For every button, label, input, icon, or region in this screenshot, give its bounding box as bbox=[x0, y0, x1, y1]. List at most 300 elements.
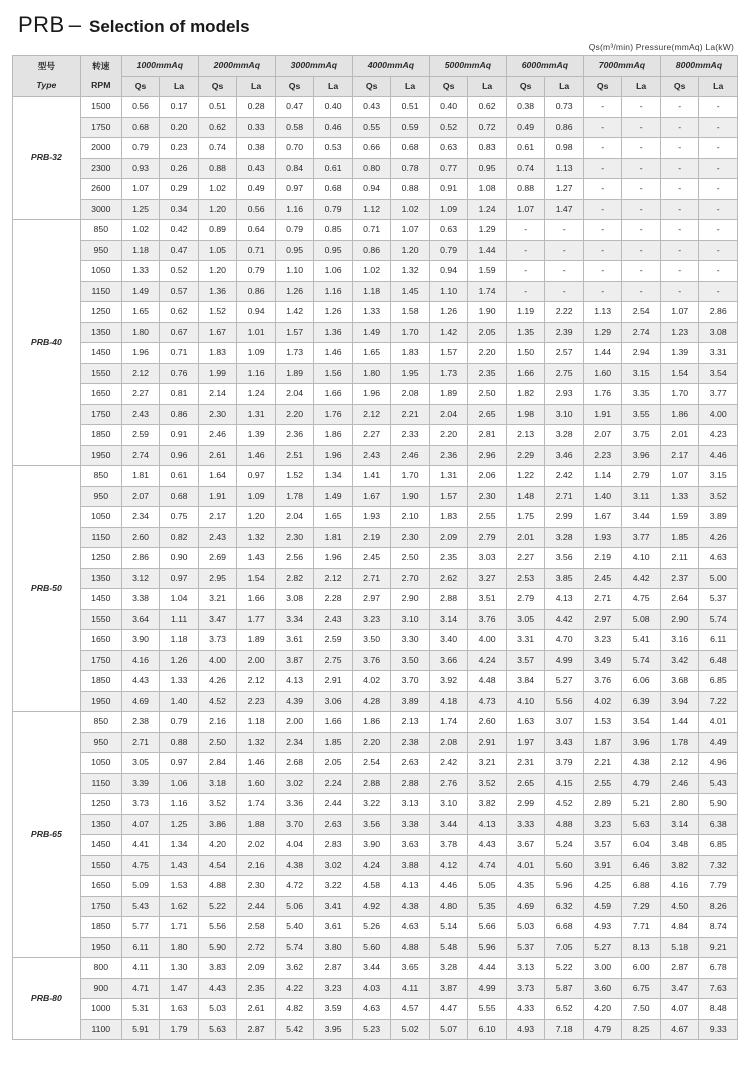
header-pressure-4: 4000mmAq bbox=[352, 56, 429, 77]
qs-value: 2.17 bbox=[198, 507, 237, 528]
la-value: 1.58 bbox=[391, 302, 430, 323]
la-value: 3.03 bbox=[468, 548, 507, 569]
qs-value: 2.20 bbox=[429, 425, 468, 446]
table-row bbox=[13, 220, 738, 241]
qs-value: 4.26 bbox=[198, 671, 237, 692]
qs-value: 1.49 bbox=[352, 322, 391, 343]
qs-value: 2.30 bbox=[198, 404, 237, 425]
la-value: 3.70 bbox=[391, 671, 430, 692]
la-value: 0.67 bbox=[160, 322, 199, 343]
qs-value: 1.22 bbox=[506, 466, 545, 487]
qs-value: 1.65 bbox=[352, 343, 391, 364]
qs-value: 2.17 bbox=[660, 445, 699, 466]
la-value: 2.94 bbox=[622, 343, 661, 364]
qs-value: 4.82 bbox=[275, 999, 314, 1020]
selection-table bbox=[12, 55, 738, 1040]
qs-value: 1.89 bbox=[275, 363, 314, 384]
qs-value: 3.60 bbox=[583, 978, 622, 999]
qs-value: 4.20 bbox=[583, 999, 622, 1020]
la-value: 2.59 bbox=[314, 630, 353, 651]
la-value: 3.22 bbox=[314, 876, 353, 897]
qs-value: 4.28 bbox=[352, 691, 391, 712]
table-row bbox=[13, 261, 738, 282]
qs-value: 1.73 bbox=[275, 343, 314, 364]
qs-value: 3.23 bbox=[583, 814, 622, 835]
la-value: 1.16 bbox=[160, 794, 199, 815]
la-value: 5.00 bbox=[699, 568, 738, 589]
qs-value: 2.88 bbox=[429, 589, 468, 610]
la-value: 3.88 bbox=[391, 855, 430, 876]
qs-value: 1.25 bbox=[121, 199, 160, 220]
qs-value: 1.91 bbox=[198, 486, 237, 507]
qs-value: 5.63 bbox=[198, 1019, 237, 1040]
qs-value: 4.24 bbox=[352, 855, 391, 876]
qs-value: 1.52 bbox=[275, 466, 314, 487]
la-value: 0.43 bbox=[237, 158, 276, 179]
qs-value: 3.23 bbox=[352, 609, 391, 630]
la-value: 3.07 bbox=[545, 712, 584, 733]
la-value: 0.97 bbox=[160, 753, 199, 774]
qs-value: 5.03 bbox=[198, 999, 237, 1020]
la-value: 4.63 bbox=[391, 917, 430, 938]
la-value: 5.63 bbox=[622, 814, 661, 835]
la-value: 2.79 bbox=[468, 527, 507, 548]
title-label: Selection of models bbox=[89, 17, 250, 36]
table-row bbox=[13, 712, 738, 733]
qs-value: 2.89 bbox=[583, 794, 622, 815]
table-row bbox=[13, 691, 738, 712]
header-sub-7-la: La bbox=[622, 76, 661, 97]
qs-value: 4.41 bbox=[121, 835, 160, 856]
la-value: 3.21 bbox=[468, 753, 507, 774]
qs-value: 2.36 bbox=[275, 425, 314, 446]
qs-value: 5.31 bbox=[121, 999, 160, 1020]
la-value: 2.39 bbox=[545, 322, 584, 343]
model-label: PRB-65 bbox=[13, 712, 81, 958]
la-value: 1.60 bbox=[237, 773, 276, 794]
la-value: 3.41 bbox=[314, 896, 353, 917]
qs-value: 0.97 bbox=[275, 179, 314, 200]
la-value: 4.43 bbox=[468, 835, 507, 856]
la-value: 4.79 bbox=[622, 773, 661, 794]
la-value: 3.28 bbox=[545, 527, 584, 548]
qs-value: 1.12 bbox=[352, 199, 391, 220]
qs-value: 3.50 bbox=[352, 630, 391, 651]
la-value: 4.52 bbox=[545, 794, 584, 815]
qs-value: 2.36 bbox=[429, 445, 468, 466]
la-value: 1.27 bbox=[545, 179, 584, 200]
la-value: 0.95 bbox=[468, 158, 507, 179]
la-value: 2.55 bbox=[468, 507, 507, 528]
qs-value: 3.16 bbox=[660, 630, 699, 651]
rpm-value: 800 bbox=[80, 958, 121, 979]
qs-value: 2.23 bbox=[583, 445, 622, 466]
qs-value: - bbox=[583, 220, 622, 241]
la-value: 0.94 bbox=[237, 302, 276, 323]
table-row bbox=[13, 978, 738, 999]
la-value: 1.16 bbox=[314, 281, 353, 302]
qs-value: - bbox=[660, 261, 699, 282]
la-value: 3.80 bbox=[314, 937, 353, 958]
rpm-value: 1450 bbox=[80, 589, 121, 610]
la-value: 2.00 bbox=[237, 650, 276, 671]
table-row bbox=[13, 937, 738, 958]
la-value: 5.41 bbox=[622, 630, 661, 651]
qs-value: 4.69 bbox=[121, 691, 160, 712]
la-value: 2.74 bbox=[622, 322, 661, 343]
page-title bbox=[12, 10, 738, 42]
la-value: 1.45 bbox=[391, 281, 430, 302]
table-row bbox=[13, 917, 738, 938]
qs-value: 1.67 bbox=[198, 322, 237, 343]
qs-value: 1.42 bbox=[429, 322, 468, 343]
la-value: 0.61 bbox=[160, 466, 199, 487]
la-value: 6.32 bbox=[545, 896, 584, 917]
qs-value: 1.67 bbox=[352, 486, 391, 507]
rpm-value: 1450 bbox=[80, 835, 121, 856]
la-value: 3.13 bbox=[391, 794, 430, 815]
la-value: 1.71 bbox=[160, 917, 199, 938]
table-row bbox=[13, 609, 738, 630]
la-value: 0.62 bbox=[160, 302, 199, 323]
la-value: 2.23 bbox=[237, 691, 276, 712]
la-value: 1.63 bbox=[160, 999, 199, 1020]
la-value: 1.79 bbox=[160, 1019, 199, 1040]
la-value: 3.08 bbox=[699, 322, 738, 343]
qs-value: 4.00 bbox=[198, 650, 237, 671]
qs-value: 2.46 bbox=[198, 425, 237, 446]
la-value: 4.38 bbox=[391, 896, 430, 917]
la-value: 1.46 bbox=[237, 445, 276, 466]
la-value: 1.88 bbox=[237, 814, 276, 835]
qs-value: 0.66 bbox=[352, 138, 391, 159]
qs-value: 5.77 bbox=[121, 917, 160, 938]
header-sub-5-qs: Qs bbox=[429, 76, 468, 97]
la-value: 0.34 bbox=[160, 199, 199, 220]
qs-value: 5.07 bbox=[429, 1019, 468, 1040]
la-value: 2.91 bbox=[468, 732, 507, 753]
qs-value: 4.02 bbox=[583, 691, 622, 712]
qs-value: 4.01 bbox=[506, 855, 545, 876]
qs-value: 5.42 bbox=[275, 1019, 314, 1040]
la-value: 1.47 bbox=[545, 199, 584, 220]
rpm-value: 1050 bbox=[80, 507, 121, 528]
qs-value: 0.80 bbox=[352, 158, 391, 179]
la-value: - bbox=[699, 220, 738, 241]
la-value: - bbox=[622, 158, 661, 179]
qs-value: 5.03 bbox=[506, 917, 545, 938]
la-value: 5.43 bbox=[699, 773, 738, 794]
qs-value: 0.74 bbox=[198, 138, 237, 159]
la-value: 6.88 bbox=[622, 876, 661, 897]
qs-value: 1.66 bbox=[506, 363, 545, 384]
la-value: 4.46 bbox=[699, 445, 738, 466]
qs-value: 4.72 bbox=[275, 876, 314, 897]
la-value: 0.47 bbox=[160, 240, 199, 261]
la-value: 5.35 bbox=[468, 896, 507, 917]
qs-value: 3.39 bbox=[121, 773, 160, 794]
table-row bbox=[13, 425, 738, 446]
la-value: 0.88 bbox=[391, 179, 430, 200]
qs-value: 1.57 bbox=[429, 486, 468, 507]
qs-value: 1.74 bbox=[429, 712, 468, 733]
rpm-value: 1150 bbox=[80, 281, 121, 302]
table-row bbox=[13, 1019, 738, 1040]
la-value: 3.96 bbox=[622, 445, 661, 466]
header-pressure-6: 6000mmAq bbox=[506, 56, 583, 77]
la-value: 4.73 bbox=[468, 691, 507, 712]
la-value: 4.48 bbox=[468, 671, 507, 692]
la-value: 2.30 bbox=[237, 876, 276, 897]
qs-value: 0.43 bbox=[352, 97, 391, 118]
la-value: 0.64 bbox=[237, 220, 276, 241]
rpm-value: 1750 bbox=[80, 896, 121, 917]
la-value: 3.61 bbox=[314, 917, 353, 938]
table-row bbox=[13, 302, 738, 323]
qs-value: 2.61 bbox=[198, 445, 237, 466]
qs-value: 4.69 bbox=[506, 896, 545, 917]
header-sub-7-qs: Qs bbox=[583, 76, 622, 97]
qs-value: - bbox=[660, 240, 699, 261]
qs-value: 3.57 bbox=[506, 650, 545, 671]
la-value: 1.32 bbox=[237, 732, 276, 753]
la-value: 2.61 bbox=[237, 999, 276, 1020]
qs-value: 2.43 bbox=[352, 445, 391, 466]
qs-value: - bbox=[660, 199, 699, 220]
la-value: 2.75 bbox=[545, 363, 584, 384]
la-value: 2.99 bbox=[545, 507, 584, 528]
la-value: 4.74 bbox=[468, 855, 507, 876]
la-value: 4.13 bbox=[468, 814, 507, 835]
qs-value: 2.90 bbox=[660, 609, 699, 630]
qs-value: 1.23 bbox=[660, 322, 699, 343]
la-value: 6.48 bbox=[699, 650, 738, 671]
qs-value: 5.60 bbox=[352, 937, 391, 958]
qs-value: 3.67 bbox=[506, 835, 545, 856]
qs-value: 4.47 bbox=[429, 999, 468, 1020]
la-value: 5.24 bbox=[545, 835, 584, 856]
qs-value: 3.82 bbox=[660, 855, 699, 876]
rpm-value: 850 bbox=[80, 712, 121, 733]
la-value: 2.87 bbox=[237, 1019, 276, 1040]
la-value: 0.68 bbox=[314, 179, 353, 200]
qs-value: 2.71 bbox=[352, 568, 391, 589]
qs-value: 3.10 bbox=[429, 794, 468, 815]
qs-value: 2.27 bbox=[352, 425, 391, 446]
qs-value: 3.33 bbox=[506, 814, 545, 835]
header-sub-4-qs: Qs bbox=[352, 76, 391, 97]
rpm-value: 2000 bbox=[80, 138, 121, 159]
la-value: 7.29 bbox=[622, 896, 661, 917]
qs-value: - bbox=[660, 117, 699, 138]
qs-value: 3.83 bbox=[198, 958, 237, 979]
rpm-value: 1650 bbox=[80, 876, 121, 897]
la-value: 3.59 bbox=[314, 999, 353, 1020]
qs-value: 2.01 bbox=[506, 527, 545, 548]
qs-value: 1.86 bbox=[352, 712, 391, 733]
la-value: 1.09 bbox=[237, 486, 276, 507]
la-value: 8.74 bbox=[699, 917, 738, 938]
la-value: 4.10 bbox=[622, 548, 661, 569]
la-value: 7.18 bbox=[545, 1019, 584, 1040]
table-row bbox=[13, 999, 738, 1020]
la-value: 2.42 bbox=[545, 466, 584, 487]
la-value: 3.51 bbox=[468, 589, 507, 610]
la-value: 1.43 bbox=[237, 548, 276, 569]
qs-value: - bbox=[660, 97, 699, 118]
qs-value: 2.82 bbox=[275, 568, 314, 589]
qs-value: - bbox=[506, 261, 545, 282]
qs-value: 3.12 bbox=[121, 568, 160, 589]
rpm-value: 2600 bbox=[80, 179, 121, 200]
qs-value: 1.97 bbox=[506, 732, 545, 753]
rpm-value: 1000 bbox=[80, 999, 121, 1020]
header-pressure-2: 2000mmAq bbox=[198, 56, 275, 77]
qs-value: 1.65 bbox=[121, 302, 160, 323]
table-row bbox=[13, 486, 738, 507]
qs-value: 5.06 bbox=[275, 896, 314, 917]
rpm-value: 3000 bbox=[80, 199, 121, 220]
qs-value: 1.35 bbox=[506, 322, 545, 343]
la-value: 1.96 bbox=[314, 445, 353, 466]
qs-value: 1.99 bbox=[198, 363, 237, 384]
qs-value: 5.48 bbox=[429, 937, 468, 958]
units-note bbox=[12, 42, 738, 55]
qs-value: 1.14 bbox=[583, 466, 622, 487]
rpm-value: 900 bbox=[80, 978, 121, 999]
la-value: 2.60 bbox=[468, 712, 507, 733]
la-value: 1.26 bbox=[314, 302, 353, 323]
qs-value: - bbox=[583, 158, 622, 179]
la-value: - bbox=[699, 199, 738, 220]
qs-value: 1.42 bbox=[275, 302, 314, 323]
la-value: 4.15 bbox=[545, 773, 584, 794]
qs-value: 2.45 bbox=[352, 548, 391, 569]
qs-value: 0.40 bbox=[429, 97, 468, 118]
la-value: - bbox=[622, 179, 661, 200]
qs-value: 2.65 bbox=[506, 773, 545, 794]
la-value: 1.47 bbox=[160, 978, 199, 999]
qs-value: 2.01 bbox=[660, 425, 699, 446]
la-value: 1.36 bbox=[314, 322, 353, 343]
qs-value: 1.07 bbox=[506, 199, 545, 220]
la-value: 6.10 bbox=[468, 1019, 507, 1040]
la-value: 2.54 bbox=[622, 302, 661, 323]
la-value: 0.51 bbox=[391, 97, 430, 118]
la-value: 0.40 bbox=[314, 97, 353, 118]
qs-value: 1.57 bbox=[275, 322, 314, 343]
qs-value: 0.61 bbox=[506, 138, 545, 159]
la-value: 5.37 bbox=[699, 589, 738, 610]
qs-value: 1.20 bbox=[198, 199, 237, 220]
la-value: 3.27 bbox=[468, 568, 507, 589]
qs-value: 4.13 bbox=[275, 671, 314, 692]
qs-value: 3.73 bbox=[121, 794, 160, 815]
qs-value: 3.21 bbox=[198, 589, 237, 610]
qs-value: 1.33 bbox=[121, 261, 160, 282]
la-value: 6.75 bbox=[622, 978, 661, 999]
table-row bbox=[13, 527, 738, 548]
la-value: 1.56 bbox=[314, 363, 353, 384]
qs-value: 1.64 bbox=[198, 466, 237, 487]
qs-value: - bbox=[660, 138, 699, 159]
la-value: - bbox=[699, 117, 738, 138]
qs-value: 4.25 bbox=[583, 876, 622, 897]
la-value: 0.95 bbox=[314, 240, 353, 261]
la-value: 1.46 bbox=[237, 753, 276, 774]
qs-value: 0.91 bbox=[429, 179, 468, 200]
la-value: 3.06 bbox=[314, 691, 353, 712]
qs-value: 1.10 bbox=[429, 281, 468, 302]
rpm-value: 1850 bbox=[80, 671, 121, 692]
la-value: 6.85 bbox=[699, 671, 738, 692]
qs-value: 2.84 bbox=[198, 753, 237, 774]
qs-value: 4.93 bbox=[506, 1019, 545, 1040]
la-value: 0.26 bbox=[160, 158, 199, 179]
rpm-value: 1050 bbox=[80, 753, 121, 774]
qs-value: 3.66 bbox=[429, 650, 468, 671]
qs-value: 3.84 bbox=[506, 671, 545, 692]
la-value: 1.46 bbox=[314, 343, 353, 364]
rpm-value: 1150 bbox=[80, 527, 121, 548]
qs-value: 3.68 bbox=[660, 671, 699, 692]
la-value: 2.71 bbox=[545, 486, 584, 507]
table-row bbox=[13, 158, 738, 179]
header-sub-3-la: La bbox=[314, 76, 353, 97]
qs-value: 1.36 bbox=[198, 281, 237, 302]
qs-value: 5.74 bbox=[275, 937, 314, 958]
la-value: 1.74 bbox=[237, 794, 276, 815]
qs-value: 3.64 bbox=[121, 609, 160, 630]
rpm-value: 1500 bbox=[80, 97, 121, 118]
qs-value: 2.88 bbox=[352, 773, 391, 794]
la-value: 3.50 bbox=[391, 650, 430, 671]
qs-value: 4.59 bbox=[583, 896, 622, 917]
qs-value: 2.55 bbox=[583, 773, 622, 794]
qs-value: 1.85 bbox=[660, 527, 699, 548]
qs-value: 1.80 bbox=[352, 363, 391, 384]
la-value: 1.74 bbox=[468, 281, 507, 302]
qs-value: 2.19 bbox=[352, 527, 391, 548]
rpm-value: 1050 bbox=[80, 261, 121, 282]
la-value: 3.15 bbox=[699, 466, 738, 487]
rpm-value: 1550 bbox=[80, 363, 121, 384]
header-pressure-5: 5000mmAq bbox=[429, 56, 506, 77]
header-sub-6-la: La bbox=[545, 76, 584, 97]
la-value: 3.46 bbox=[545, 445, 584, 466]
la-value: 1.44 bbox=[468, 240, 507, 261]
qs-value: 4.79 bbox=[583, 1019, 622, 1040]
la-value: 3.35 bbox=[622, 384, 661, 405]
table-head bbox=[13, 56, 738, 97]
qs-value: 3.92 bbox=[429, 671, 468, 692]
la-value: 2.46 bbox=[391, 445, 430, 466]
qs-value: - bbox=[506, 240, 545, 261]
qs-value: 4.04 bbox=[275, 835, 314, 856]
la-value: 6.04 bbox=[622, 835, 661, 856]
la-value: 5.66 bbox=[468, 917, 507, 938]
la-value: 0.71 bbox=[237, 240, 276, 261]
la-value: 0.68 bbox=[160, 486, 199, 507]
rpm-value: 950 bbox=[80, 240, 121, 261]
la-value: 1.77 bbox=[237, 609, 276, 630]
qs-value: 1.75 bbox=[506, 507, 545, 528]
la-value: 3.56 bbox=[545, 548, 584, 569]
table-row bbox=[13, 568, 738, 589]
qs-value: 2.43 bbox=[121, 404, 160, 425]
qs-value: 2.64 bbox=[660, 589, 699, 610]
la-value: - bbox=[622, 138, 661, 159]
